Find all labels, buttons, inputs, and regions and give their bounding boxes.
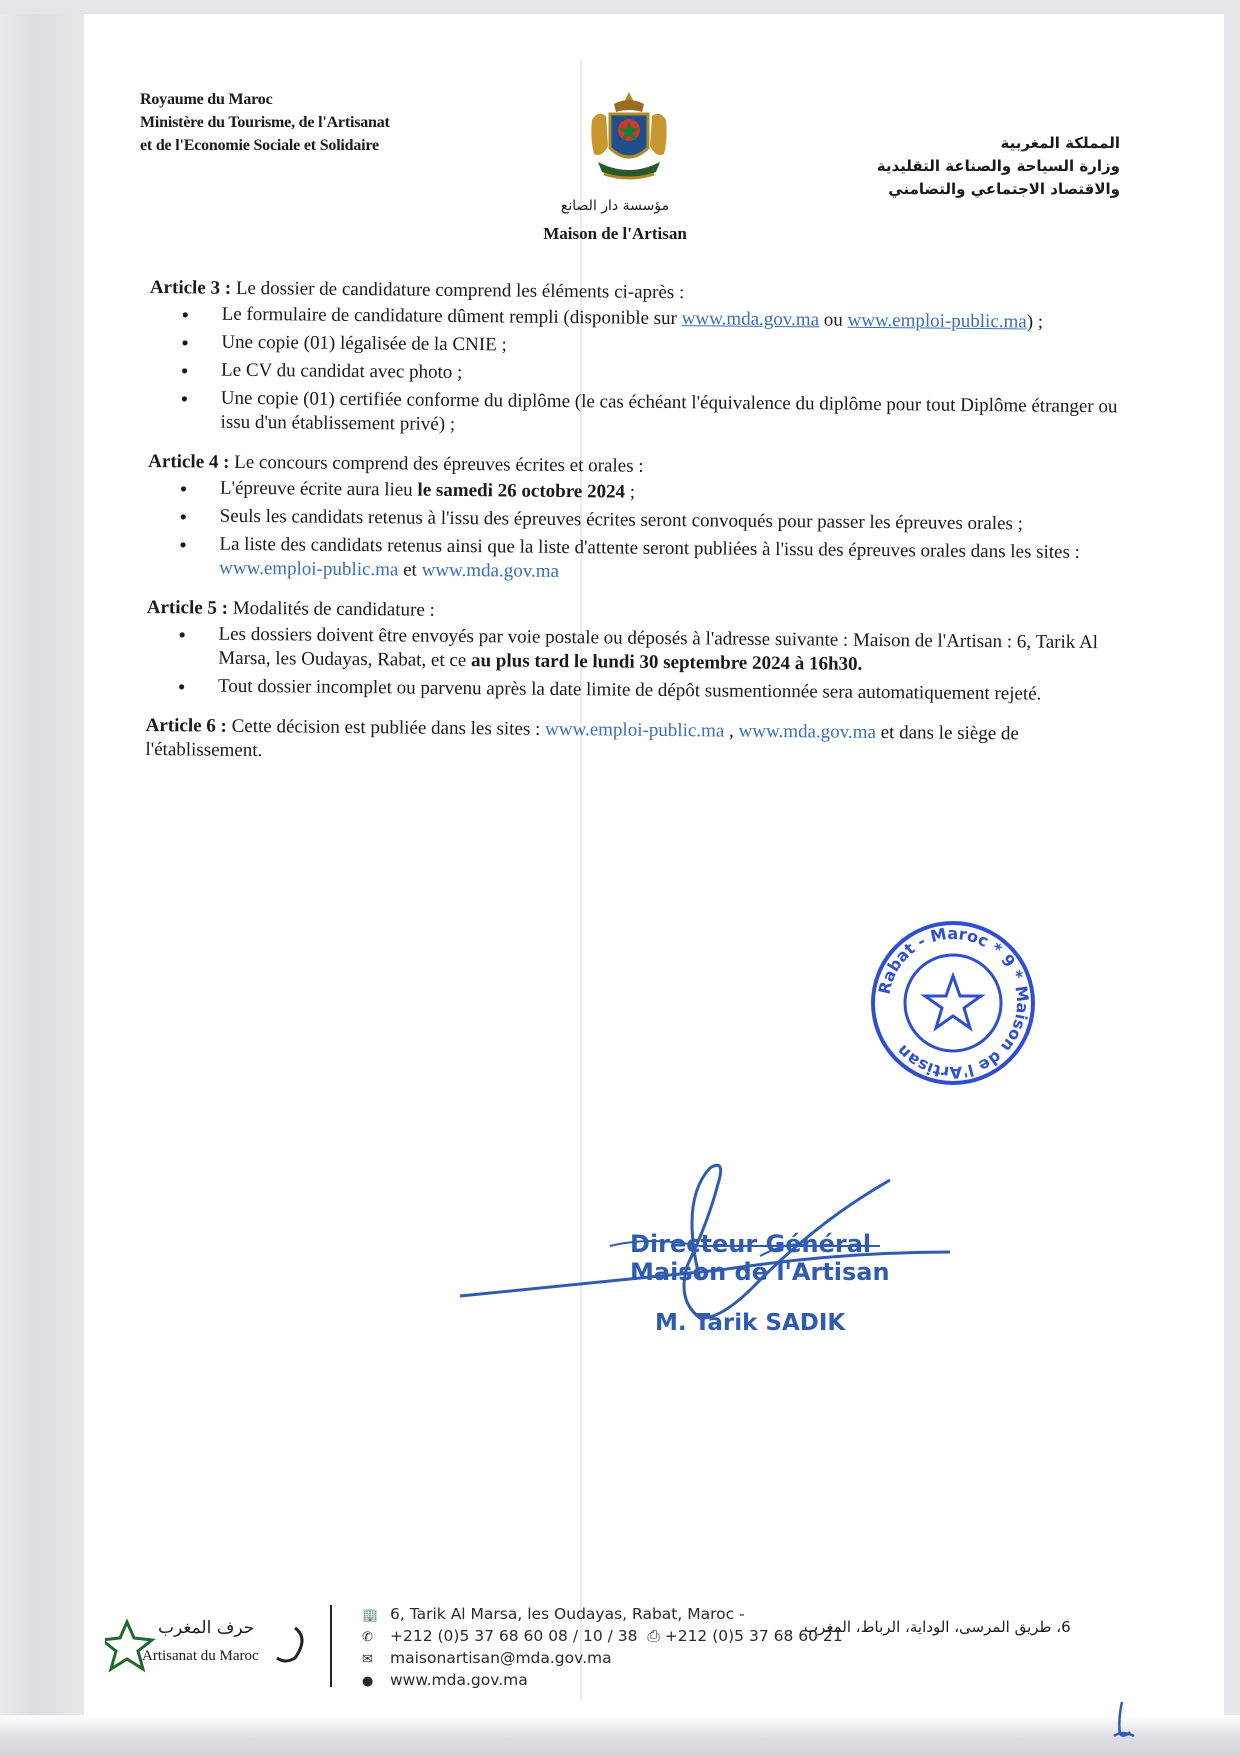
list-item (219, 533, 1132, 590)
article-heading: Article 4 : (148, 450, 230, 473)
list-item: ● Le CV du candidat avec photo ; (221, 359, 1134, 392)
footer-email[interactable]: maisonartisan@mda.gov.ma (390, 1649, 612, 1667)
footer-fax: +212 (0)5 37 68 60 21 (664, 1627, 843, 1645)
list-item: ● Seuls les candidats retenus à l'issu des épreuves écrites seront convoqués pour passer les épreuves orales ; (220, 505, 1133, 538)
article-text: , (728, 720, 734, 742)
footer-contact (362, 1604, 843, 1692)
footer-email-line (362, 1648, 843, 1670)
link-mda[interactable]: www.mda.gov.ma (421, 559, 560, 582)
phone-icon: ✆ (362, 1630, 373, 1645)
footer-address: 6, Tarik Al Marsa, les Oudayas, Rabat, Maroc - (390, 1605, 745, 1623)
header-fr-line: et de l'Economie Sociale et Solidaire (140, 137, 379, 154)
list-text: ) ; (1026, 311, 1044, 333)
signature-block (460, 1160, 980, 1350)
list-item (222, 303, 1135, 336)
signatory-title-line: Maison de l'Artisan (630, 1258, 890, 1286)
footer-web-line (362, 1670, 843, 1692)
footer-address-line (362, 1604, 843, 1626)
svg-text:Rabat - Maroc * 9 * Maison de: Rabat - Maroc * 9 * Maison de l'Artisan (874, 923, 1033, 1083)
handwritten-signature-icon (460, 1160, 980, 1350)
link-emploi-public[interactable]: www.emploi-public.ma (219, 557, 399, 581)
scan-edge-bottom (0, 1715, 1240, 1755)
link-mda[interactable]: www.mda.gov.ma (681, 308, 820, 331)
article-heading: Article 3 : (149, 276, 232, 299)
header-ar-line: والاقتصاد الاجتماعي والتضامني (888, 180, 1120, 198)
header-ar-line: المملكة المغربية (1000, 134, 1120, 152)
list-item: ● Tout dossier incomplet ou parvenu après la date limite de dépôt susmentionnée sera automatiquement rejeté. (218, 675, 1131, 708)
article-intro: Le concours comprend des épreuves écrites et orales : (234, 451, 644, 477)
footer-phone: +212 (0)5 37 68 60 08 / 10 / 38 (390, 1627, 638, 1645)
article-list (147, 476, 1133, 589)
royal-coat-of-arms-icon (584, 90, 674, 186)
link-emploi-public[interactable]: www.emploi-public.ma (847, 309, 1027, 333)
article-text: Cette décision est publiée dans les sites : (231, 715, 541, 740)
article-list (146, 622, 1132, 707)
list-text: ou (823, 309, 843, 331)
article-intro: Le dossier de candidature comprend les éléments ci-après : (235, 277, 685, 304)
header-arabic (877, 132, 1120, 201)
document-body (145, 276, 1135, 787)
signatory-name: M. Tarik SADIK (655, 1310, 846, 1336)
header-french (140, 88, 390, 157)
institution-name-french: Maison de l'Artisan (543, 224, 687, 243)
list-item (218, 623, 1131, 680)
building-icon: 🏢 (362, 1608, 379, 1623)
official-stamp-icon (868, 918, 1038, 1088)
deadline: au plus tard le lundi 30 septembre 2024 à 16h30. (470, 650, 863, 675)
handwritten-initial-icon (1108, 1700, 1138, 1740)
header-fr-line: Royaume du Maroc (140, 91, 273, 108)
article-6 (145, 714, 1130, 771)
article-intro: Modalités de candidature : (232, 597, 435, 621)
footer-address-arabic: 6، طريق المرسى، الوداية، الرباط، المغرب (804, 1618, 1071, 1636)
scan-edge-top (0, 0, 1240, 14)
article-5 (146, 596, 1132, 707)
list-text: La liste des candidats retenus ainsi que la liste d'attente seront publiées à l'issu des épreuves orales dans les sites : (219, 533, 1081, 563)
globe-icon: ● (362, 1674, 374, 1689)
scan-edge-left (0, 0, 84, 1755)
footer-logo-french: Artisanat du Maroc (142, 1648, 259, 1664)
list-item: ● Une copie (01) légalisée de la CNIE ; (221, 331, 1134, 364)
list-text: Le formulaire de candidature dûment rempli (disponible sur (221, 303, 678, 330)
list-text: L'épreuve écrite aura lieu (219, 477, 413, 501)
footer-logo-arabic: حرف المغرب (158, 1618, 255, 1638)
article-text: et dans le siège de l'établissement. (145, 722, 1020, 762)
link-mda[interactable]: www.mda.gov.ma (738, 720, 877, 743)
list-text: Les dossiers doivent être envoyés par voie postale ou déposés à l'adresse suivante : Maison de l'Artisan : 6, Tarik Al Marsa, les Oudayas, Rabat, et ce (218, 623, 1099, 672)
article-heading: Article 6 : (145, 714, 228, 737)
link-emploi-public[interactable]: www.emploi-public.ma (544, 718, 725, 742)
footer-phone-line (362, 1626, 843, 1648)
header-fr-line: Ministère du Tourisme, de l'Artisanat (140, 114, 390, 131)
list-item: ● Une copie (01) certifiée conforme du diplôme (le cas échéant l'équivalence du diplôme pour tout Diplôme étranger ou issu d'un établissement privé) ; (220, 387, 1133, 444)
signatory-title-line: Directeur Général (630, 1230, 872, 1258)
article-list (148, 302, 1134, 443)
article-heading: Article 5 : (146, 596, 229, 619)
list-text: et (403, 559, 417, 581)
fax-icon: ⎙ (647, 1627, 660, 1645)
exam-date: le samedi 26 octobre 2024 (417, 479, 626, 503)
email-icon: ✉ (362, 1652, 373, 1667)
article-3 (148, 276, 1134, 443)
article-4 (147, 450, 1133, 589)
scan-edge-right (1224, 0, 1240, 1755)
list-item (220, 477, 1133, 510)
list-text: ; (629, 481, 636, 503)
header-ar-line: وزارة السياحة والصناعة التقليدية (876, 157, 1120, 175)
footer-divider (330, 1605, 332, 1687)
institution-name-arabic: مؤسسة دار الصانع (560, 198, 670, 214)
footer-website[interactable]: www.mda.gov.ma (390, 1671, 528, 1689)
